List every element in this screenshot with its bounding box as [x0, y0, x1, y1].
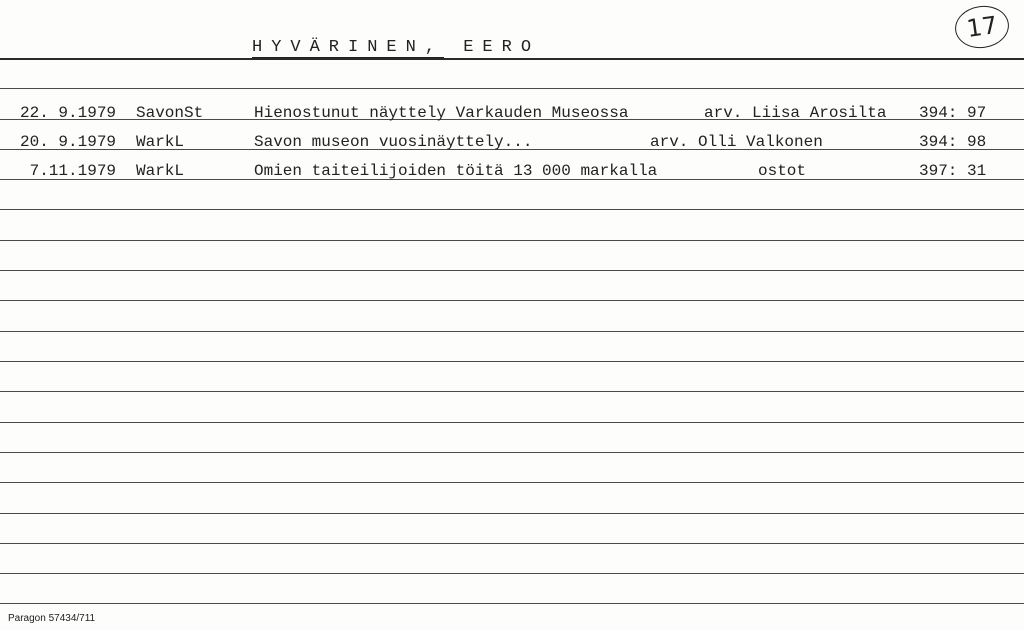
ruled-line	[0, 240, 1024, 241]
ruled-line	[0, 422, 1024, 423]
card-number: 17	[952, 2, 1011, 51]
entry-date: 22. 9.1979	[20, 104, 117, 122]
ruled-line	[0, 513, 1024, 514]
ruled-line	[0, 331, 1024, 332]
entry-ref: 394: 97	[919, 104, 987, 122]
ruled-line	[0, 543, 1024, 544]
entry-source: WarkL	[136, 162, 185, 180]
ruled-line	[0, 300, 1024, 301]
entry-ref: 394: 98	[919, 133, 987, 151]
entry-note: arv. Liisa Arosilta	[704, 104, 887, 122]
entry-title: Omien taiteilijoiden töitä 13 000 markalla	[254, 162, 658, 180]
entry-title: Savon museon vuosinäyttely...	[254, 133, 533, 151]
entry-ref: 397: 31	[919, 162, 987, 180]
entry-source: WarkL	[136, 133, 185, 151]
header-rule	[0, 58, 1024, 60]
ruled-line	[0, 391, 1024, 392]
ruled-line	[0, 603, 1024, 604]
entry-source: SavonSt	[136, 104, 204, 122]
name-underline	[252, 57, 444, 58]
entry-note: arv. Olli Valkonen	[650, 133, 823, 151]
ruled-line	[0, 209, 1024, 210]
ruled-line	[0, 270, 1024, 271]
entry-date: 7.11.1979	[20, 162, 117, 180]
person-name: HYVÄRINEN, EERO	[252, 38, 541, 57]
ruled-line	[0, 573, 1024, 574]
entry-title: Hienostunut näyttely Varkauden Museossa	[254, 104, 629, 122]
ruled-line	[0, 482, 1024, 483]
printer-mark: Paragon 57434/711	[8, 613, 96, 624]
entry-date: 20. 9.1979	[20, 133, 117, 151]
ruled-line	[0, 361, 1024, 362]
entry-note: ostot	[758, 162, 807, 180]
ruled-line	[0, 452, 1024, 453]
ruled-line	[0, 88, 1024, 89]
